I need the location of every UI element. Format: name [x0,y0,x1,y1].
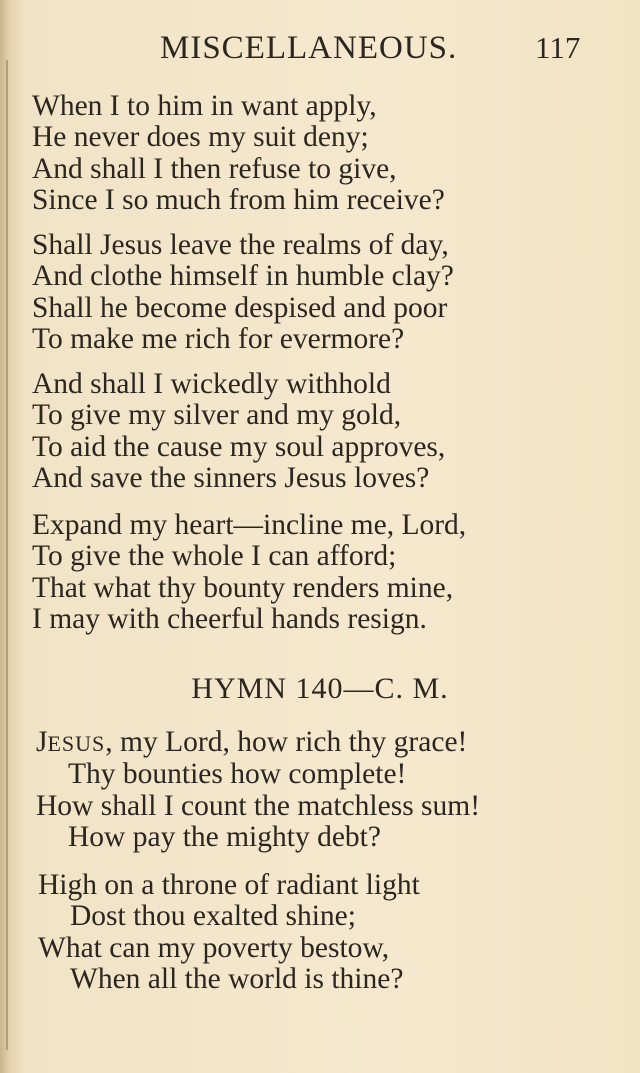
verse-line: And shall I wickedly withhold [32,368,391,400]
verse-line-rest: , my Lord, how rich thy grace! [105,726,468,758]
verse-line: To make me rich for evermore? [32,323,405,356]
verse-line: Shall he become despised and poor [32,291,448,324]
verse-line: Expand my heart—incline me, Lord, [32,509,467,541]
verse-line: I may with cheerful hands resign. [32,603,427,636]
small-caps-word: ESUS [47,731,106,756]
hymn-stanza-2 [38,870,640,996]
hymn-heading [0,672,640,706]
page-spine-edge [6,60,8,1050]
initial-capital: J [36,726,48,758]
verse-line: He never does my suit deny; [32,121,369,154]
verse-line: How shall I count the matchless sum! [36,789,481,822]
verse-line: And shall I then refuse to give, [32,152,397,185]
verse-line: When all the world is thine? [70,963,404,996]
verse-line: High on a throne of radiant light [38,869,420,901]
verse-line: What can my poverty bestow, [38,931,390,964]
verse-line: That what thy bounty renders mine, [32,571,454,604]
verse-line: To give my silver and my gold, [32,399,402,432]
hymn-title: HYMN 140—C. M. [191,672,449,705]
verse-line: To give the whole I can afford; [32,540,397,573]
verse-line: To aid the cause my soul approves, [32,430,446,463]
verse-line-first [36,727,640,759]
verse-line: And save the sinners Jesus loves? [32,462,430,495]
verse-line: How pay the mighty debt? [68,821,381,854]
verse-line: Thy bounties how complete! [68,758,407,791]
stanza-2 [32,230,640,356]
page-number: 117 [535,30,581,65]
verse-line: Dost thou exalted shine; [70,900,356,933]
verse-line: Shall Jesus leave the realms of day, [32,229,449,261]
hymn-stanza-1 [36,727,640,854]
verse-line: Since I so much from him receive? [32,184,445,217]
verse-line: When I to him in want apply, [32,90,377,122]
stanza-1 [32,91,640,217]
verse-line: And clothe himself in humble clay? [32,260,454,293]
stanza-4 [32,510,640,636]
running-header [0,26,640,70]
stanza-3 [32,369,640,495]
header-title: MISCELLANEOUS. [160,30,458,66]
